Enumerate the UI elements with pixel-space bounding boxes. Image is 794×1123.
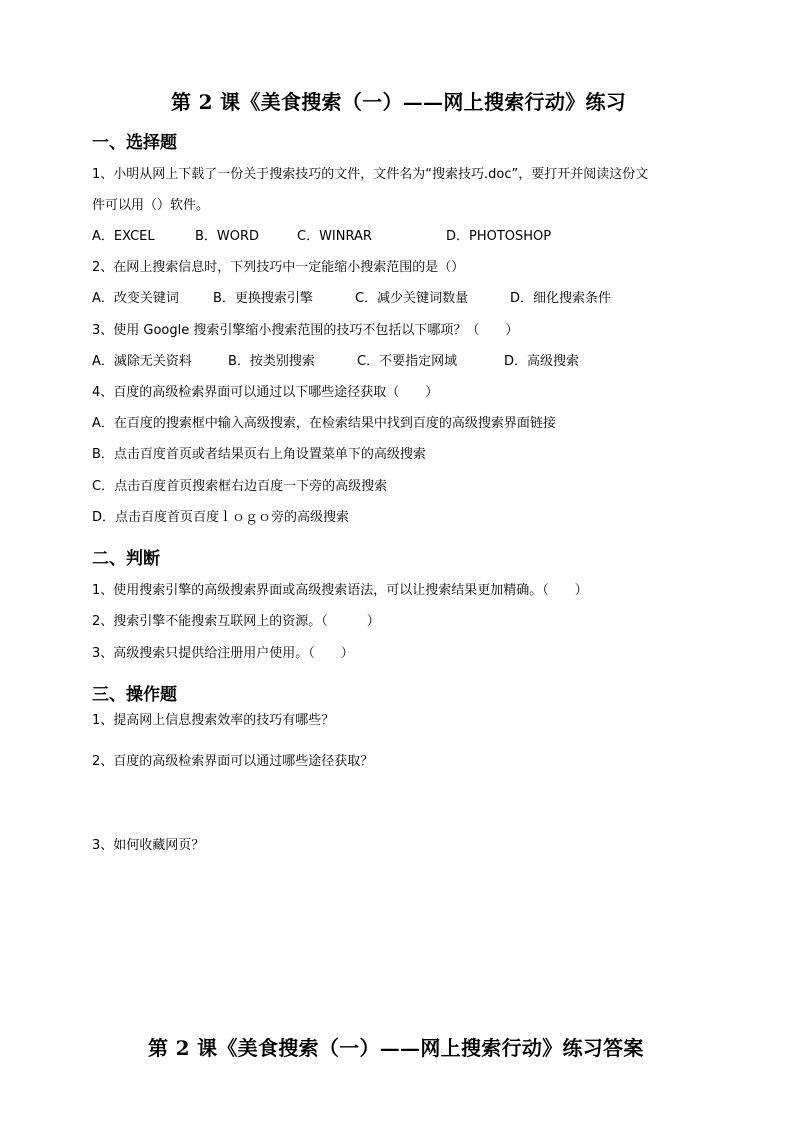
question-1-line-2: 件可以用（）软件。 — [92, 198, 210, 213]
question-1-options — [92, 229, 712, 245]
option-d: D．高级搜索 — [504, 354, 580, 369]
option-c: C．WINRAR — [297, 229, 372, 244]
option-a: A．改变关键词 — [92, 291, 179, 306]
section-heading-judgement: 二、判断 — [92, 549, 160, 569]
question-2-options — [92, 291, 712, 307]
answer-title: 第 2 课《美食搜索（一）——网上搜索行动》练习答案 — [148, 1036, 644, 1060]
operation-item-1: 1、提高网上信息搜索效率的技巧有哪些？ — [92, 713, 335, 728]
operation-item-3: 3、如何收藏网页？ — [92, 838, 205, 853]
section-heading-choice: 一、选择题 — [92, 133, 177, 153]
question-3: 3、使用 Google 搜索引擎缩小搜索范围的技巧不包括以下哪项？（ ） — [92, 323, 519, 338]
judgement-item-3: 3、高级搜索只提供给注册用户使用。（ ） — [92, 646, 354, 661]
question-4: 4、百度的高级检索界面可以通过以下哪些途径获取（ ） — [92, 385, 439, 400]
section-heading-operation: 三、操作题 — [92, 685, 177, 705]
question-4-option-c: C．点击百度首页搜索框右边百度一下旁的高级搜索 — [92, 479, 388, 494]
option-b: B．按类别搜索 — [228, 354, 315, 369]
operation-item-2: 2、百度的高级检索界面可以通过哪些途径获取？ — [92, 754, 374, 769]
judgement-item-2: 2、搜索引擎不能搜索互联网上的资源。（ ） — [92, 614, 380, 629]
question-4-option-d: D．点击百度首页百度ｌｏｇｏ旁的高级搜索 — [92, 510, 350, 525]
option-b: B．WORD — [195, 229, 260, 244]
option-c: C．不要指定网域 — [357, 354, 458, 369]
question-3-options — [92, 354, 712, 370]
option-a: A．EXCEL — [92, 229, 155, 244]
option-c: C．减少关键词数量 — [355, 291, 469, 306]
question-4-option-b: B．点击百度首页或者结果页右上角设置菜单下的高级搜索 — [92, 447, 426, 462]
option-d: D．细化搜索条件 — [510, 291, 612, 306]
option-d: D．PHOTOSHOP — [446, 229, 552, 244]
question-2: 2、在网上搜索信息时，下列技巧中一定能缩小搜索范围的是（） — [92, 260, 465, 275]
judgement-item-1: 1、使用搜索引擎的高级搜索界面或高级搜索语法，可以让搜索结果更加精确。（ ） — [92, 583, 588, 598]
option-a: A．滅除无关资料 — [92, 354, 192, 369]
question-4-option-a: A．在百度的搜索框中输入高级搜索，在检索结果中找到百度的高级搜索界面链接 — [92, 416, 556, 431]
option-b: B．更换搜索引擎 — [213, 291, 313, 306]
page-title: 第 2 课《美食搜索（一）——网上搜索行动》练习 — [171, 90, 627, 114]
question-1-line-1: 1、小明从网上下载了一份关于搜索技巧的文件，文件名为“搜索技巧.doc”，要打开并阅读这份文 — [92, 167, 649, 182]
